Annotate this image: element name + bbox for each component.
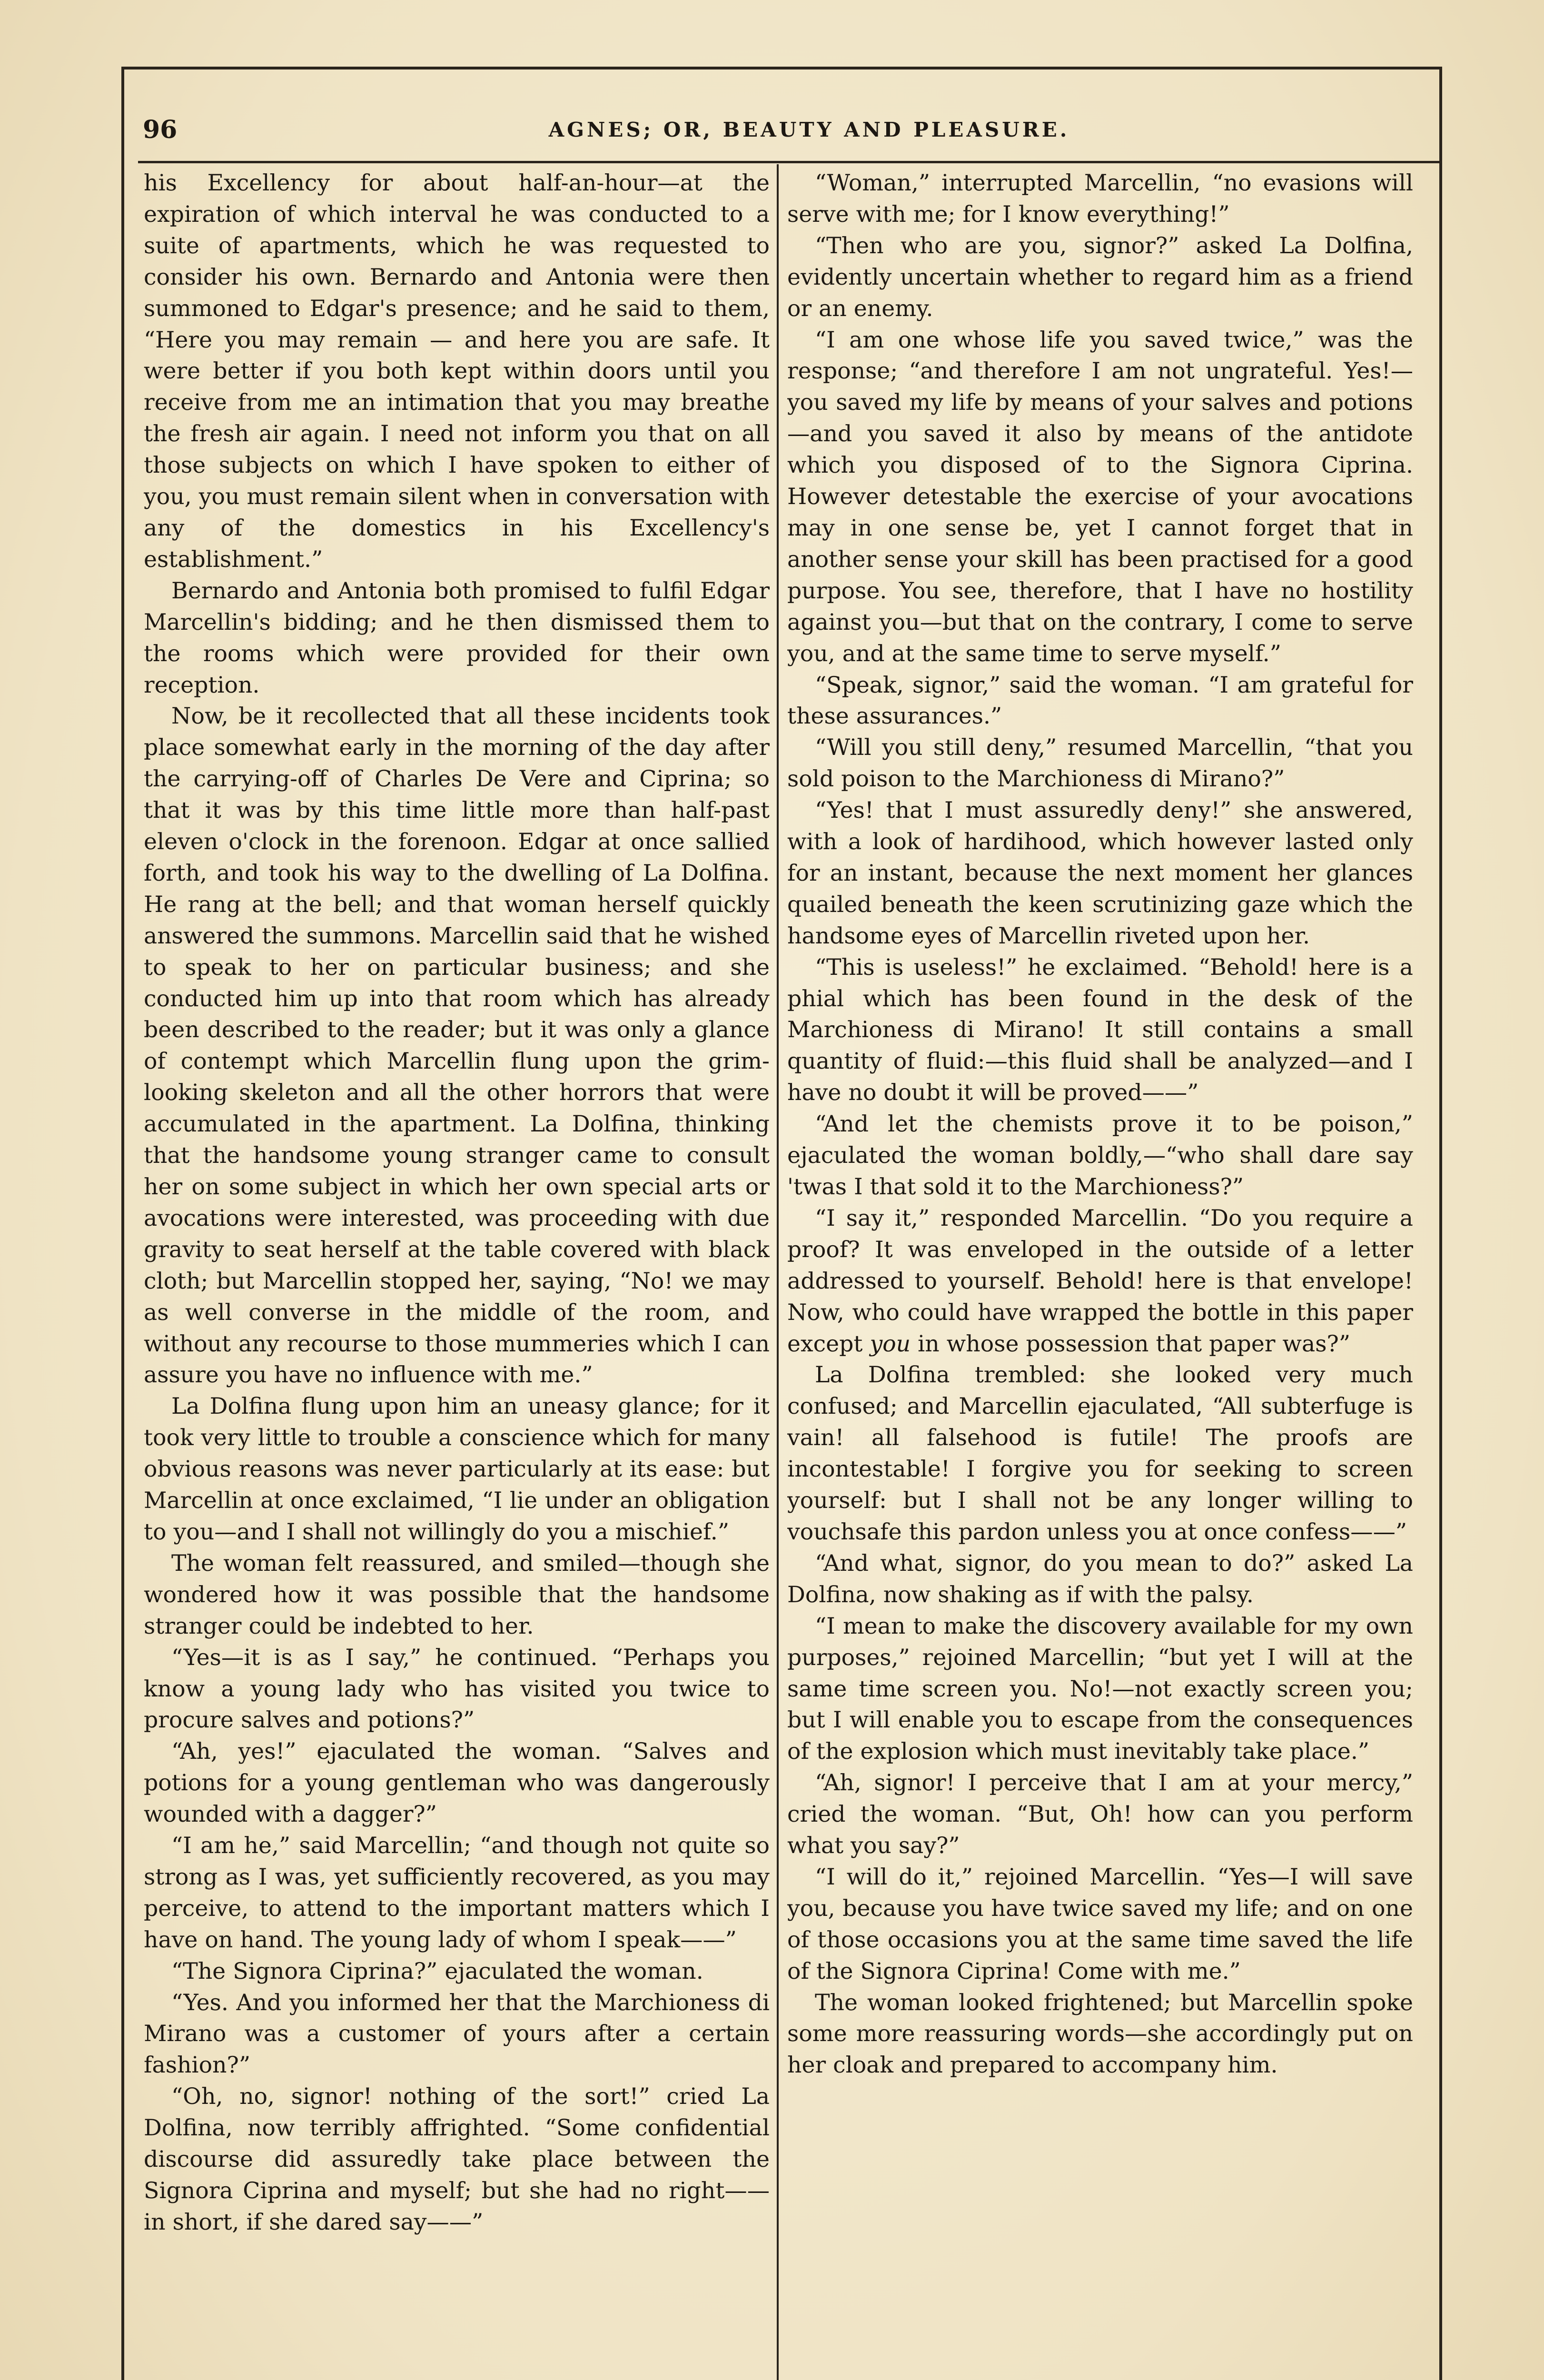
paragraph: La Dolfina trembled: she looked very much confused; and Marcellin ejaculated, “All subterfuge is vain! all falsehood is futile! The proofs are incontestable! I forgive you for seeking to screen yourself: but I shall not be any longer willing to vouchsafe this pardon unless you at once confess——” (787, 1362, 1413, 1545)
running-title: AGNES; OR, BEAUTY AND PLEASURE. (548, 118, 1070, 141)
paragraph: “Ah, signor! I perceive that I am at your mercy,” cried the woman. “But, Oh! how can you perform what you say?” (787, 1770, 1413, 1859)
paragraph: “Yes. And you informed her that the Marchioness di Mirano was a customer of yours after a certain fashion?” (144, 1989, 770, 2079)
paragraph: “Yes! that I must assuredly deny!” she answered, with a look of hardihood, which however lasted only for an instant, because the next moment her glances quailed beneath the keen scrutinizing gaze which the handsome eyes of Marcellin riveted upon her. (787, 797, 1413, 949)
paragraph: “And what, signor, do you mean to do?” asked La Dolfina, now shaking as if with the palsy. (787, 1550, 1413, 1608)
paragraph: “And let the chemists prove it to be poison,” ejaculated the woman boldly,—“who shall dare say 'twas I that sold it to the Marchioness?” (787, 1111, 1413, 1200)
paragraph: “Yes—it is as I say,” he continued. “Perhaps you know a young lady who has visited you twice to procure salves and potions?” (144, 1644, 770, 1734)
paragraph: “Ah, yes!” ejaculated the woman. “Salves and potions for a young gentleman who was dangerously wounded with a dagger?” (144, 1738, 770, 1828)
right-border-rule (1439, 67, 1442, 2380)
paragraph: “This is useless!” he exclaimed. “Behold! here is a phial which has been found in the desk of the Marchioness di Mirano! It still contains a small quantity of fluid:—this fluid shall be analyzed—and I have no doubt it will be proved——” (787, 954, 1413, 1106)
header-rule (138, 161, 1442, 163)
paragraph: “The Signora Ciprina?” ejaculated the woman. (171, 1958, 703, 1984)
paragraph: “I am he,” said Marcellin; “and though not quite so strong as I was, yet sufficiently recovered, as you may perceive, to attend to the important matters which I have on hand. The young lady of whom I speak——” (144, 1833, 770, 1953)
paragraph: “I say it,” responded Marcellin. “Do you require a proof? It was enveloped in the outside of a letter addressed to yourself. Behold! here is that envelope! Now, who could have wrapped the bottle in this paper except you in whose possession that paper was?” (787, 1205, 1413, 1357)
paragraph: “I mean to make the discovery available for my own purposes,” rejoined Marcellin; “but yet I will at the same time screen you. No!—not exactly screen you; but I will enable you to escape from the consequences of the explosion which must inevitably take place.” (787, 1613, 1413, 1765)
paragraph: Now, be it recollected that all these incidents took place somewhat early in the morning of the day after the carrying-off of Charles De Vere and Ciprina; so that it was by this time little more than half-past eleven o'clock in the forenoon. Edgar at once sallied forth, and took his way to the dwelling of La Dolfina. He rang at the bell; and that woman herself quickly answered the summons. Marcellin said that he wished to speak to her on particular business; and she conducted him up into that room which has already been described to the reader; but it was only a glance of contempt which Marcellin flung upon the grim-looking skeleton and all the other horrors that were accumulated in the apartment. La Dolfina, thinking that the handsome young stranger came to consult her on some subject in which her own special arts or avocations were interested, was proceeding with due gravity to seat herself at the table covered with black cloth; but Marcellin stopped her, saying, “No! we may as well converse in the middle of the room, and without any recourse to those mummeries which I can assure you have no influence with me.” (144, 703, 770, 1388)
paragraph: “Oh, no, signor! nothing of the sort!” cried La Dolfina, now terribly affrighted. “Some confidential discourse did assuredly take place between the Signora Ciprina and myself; but she had no right——in short, if she dared say——” (144, 2083, 770, 2235)
paragraph: The woman felt reassured, and smiled—though she wondered how it was possible that the handsome stranger could be indebted to her. (144, 1550, 770, 1639)
left-border-rule (121, 67, 124, 2380)
paragraph: “I will do it,” rejoined Marcellin. “Yes—I will save you, because you have twice saved my life; and on one of those occasions you at the same time saved the life of the Signora Ciprina! Come with me.” (787, 1864, 1413, 1984)
paragraph: “Will you still deny,” resumed Marcellin, “that you sold poison to the Marchioness di Mirano?” (787, 734, 1413, 793)
emphasis: you (870, 1330, 911, 1357)
right-text-column (787, 168, 1413, 2380)
paragraph: “Speak, signor,” said the woman. “I am grateful for these assurances.” (787, 672, 1413, 730)
left-text-column (144, 168, 770, 2380)
paragraph: “I am one whose life you saved twice,” was the response; “and therefore I am not ungrateful. Yes!—you saved my life by means of your salves and potions—and you saved it also by means of the antidote which you disposed of to the Signora Ciprina. However detestable the exercise of your avocations may in one sense be, yet I cannot forget that in another sense your skill has been practised for a good purpose. You see, therefore, that I have no hostility against you—but that on the contrary, I come to serve you, and at the same time to serve myself.” (787, 327, 1413, 667)
page-number: 96 (143, 115, 178, 144)
paragraph: The woman looked frightened; but Marcellin spoke some more reassuring words—she accordingly put on her cloak and prepared to accompany him. (787, 1989, 1413, 2079)
column-divider (777, 164, 779, 2380)
top-border-rule (121, 67, 1442, 69)
paragraph: “Then who are you, signor?” asked La Dolfina, evidently uncertain whether to regard him as a friend or an enemy. (787, 232, 1413, 322)
paragraph: his Excellency for about half-an-hour—at the expiration of which interval he was conducted to a suite of apartments, which he was requested to consider his own. Bernardo and Antonia were then summoned to Edgar's presence; and he said to them, “Here you may remain — and here you are safe. It were better if you both kept within doors until you receive from me an intimation that you may breathe the fresh air again. I need not inform you that on all those subjects on which I have spoken to either of you, you must remain silent when in conversation with any of the domestics in his Excellency's establishment.” (144, 170, 770, 573)
paragraph: La Dolfina flung upon him an uneasy glance; for it took very little to trouble a conscience which for many obvious reasons was never particularly at its ease: but Marcellin at once exclaimed, “I lie under an obligation to you—and I shall not willingly do you a mischief.” (144, 1393, 770, 1545)
paragraph: “Woman,” interrupted Marcellin, “no evasions will serve with me; for I know everything!” (787, 170, 1413, 228)
paragraph: Bernardo and Antonia both promised to fulfil Edgar Marcellin's bidding; and he then dismissed them to the rooms which were provided for their own reception. (144, 577, 770, 698)
